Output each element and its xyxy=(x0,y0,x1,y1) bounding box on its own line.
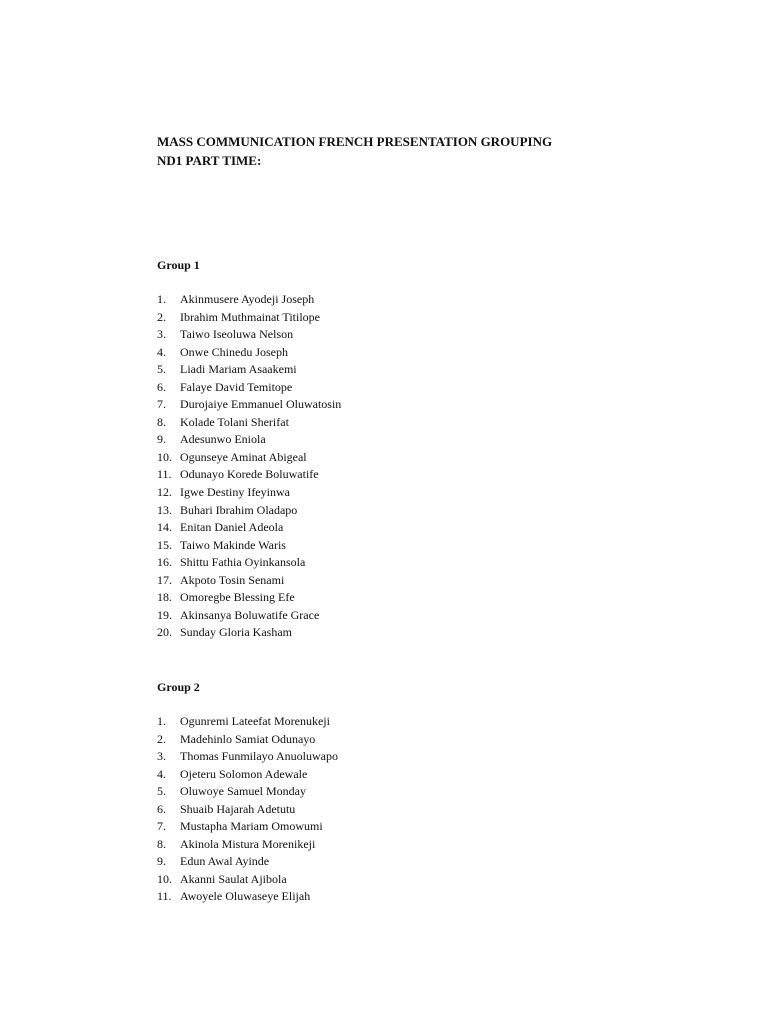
group-heading: Group 2 xyxy=(157,680,200,694)
member-name: Akinola Mistura Morenikeji xyxy=(180,836,316,851)
title-line-1: MASS COMMUNICATION FRENCH PRESENTATION GROUPING xyxy=(157,134,553,149)
member-name: Madehinlo Samiat Odunayo xyxy=(180,731,316,746)
item-number: 4. xyxy=(157,766,166,781)
item-number: 10. xyxy=(157,449,172,464)
item-number: 5. xyxy=(157,362,166,377)
member-name: Awoyele Oluwaseye Elijah xyxy=(180,889,311,904)
member-name: Oluwoye Samuel Monday xyxy=(180,784,306,799)
item-number: 6. xyxy=(157,801,166,816)
member-name: Akpoto Tosin Senami xyxy=(180,572,285,587)
group-2-section xyxy=(157,679,338,904)
group-heading: Group 1 xyxy=(157,258,200,272)
member-name: Taiwo Makinde Waris xyxy=(180,537,286,552)
item-number: 15. xyxy=(157,537,172,552)
member-name: Durojaiye Emmanuel Oluwatosin xyxy=(180,397,342,412)
group-1-section xyxy=(157,257,342,640)
member-name: Shuaib Hajarah Adetutu xyxy=(180,801,296,816)
item-number: 12. xyxy=(157,485,172,500)
item-number: 2. xyxy=(157,731,166,746)
item-number: 19. xyxy=(157,607,172,622)
item-number: 2. xyxy=(157,309,166,324)
item-number: 9. xyxy=(157,432,166,447)
member-name: Falaye David Temitope xyxy=(180,379,293,394)
member-name: Thomas Funmilayo Anuoluwapo xyxy=(180,749,338,764)
member-name: Taiwo Iseoluwa Nelson xyxy=(180,327,294,342)
item-number: 1. xyxy=(157,292,166,306)
member-name: Sunday Gloria Kasham xyxy=(180,625,292,640)
item-number: 7. xyxy=(157,397,166,412)
item-number: 8. xyxy=(157,414,166,429)
item-number: 8. xyxy=(157,836,166,851)
item-number: 3. xyxy=(157,327,166,342)
item-number: 3. xyxy=(157,749,166,764)
member-name: Buhari Ibrahim Oladapo xyxy=(180,502,298,517)
member-name: Adesunwo Eniola xyxy=(180,432,266,447)
item-number: 13. xyxy=(157,502,172,517)
member-name: Kolade Tolani Sherifat xyxy=(180,414,289,429)
item-number: 14. xyxy=(157,520,172,535)
item-number: 17. xyxy=(157,572,172,587)
member-name: Akinmusere Ayodeji Joseph xyxy=(180,292,315,306)
item-number: 10. xyxy=(157,871,172,886)
item-number: 11. xyxy=(157,467,172,482)
member-name: Ojeteru Solomon Adewale xyxy=(180,766,308,781)
item-number: 11. xyxy=(157,889,172,904)
document-title xyxy=(157,132,552,170)
member-name: Akanni Saulat Ajibola xyxy=(180,871,287,886)
title-line-2: ND1 PART TIME: xyxy=(157,153,262,168)
item-number: 5. xyxy=(157,784,166,799)
member-name: Mustapha Mariam Omowumi xyxy=(180,819,323,834)
member-name: Liadi Mariam Asaakemi xyxy=(180,362,297,377)
item-number: 16. xyxy=(157,555,172,570)
member-name: Omoregbe Blessing Efe xyxy=(180,590,295,605)
member-name: Odunayo Korede Boluwatife xyxy=(180,467,319,482)
member-name: Shittu Fathia Oyinkansola xyxy=(180,555,306,570)
member-name: Onwe Chinedu Joseph xyxy=(180,344,288,359)
member-name: Ibrahim Muthmainat Titilope xyxy=(180,309,320,324)
member-name: Ogunseye Aminat Abigeal xyxy=(180,449,307,464)
item-number: 1. xyxy=(157,714,166,728)
member-name: Enitan Daniel Adeola xyxy=(180,520,284,535)
item-number: 6. xyxy=(157,379,166,394)
item-number: 4. xyxy=(157,344,166,359)
member-name: Edun Awal Ayinde xyxy=(180,854,270,869)
member-name: Igwe Destiny Ifeyinwa xyxy=(180,485,290,500)
member-name: Akinsanya Boluwatife Grace xyxy=(180,607,320,622)
item-number: 9. xyxy=(157,854,166,869)
item-number: 18. xyxy=(157,590,172,605)
item-number: 7. xyxy=(157,819,166,834)
member-name: Ogunremi Lateefat Morenukeji xyxy=(180,714,330,728)
item-number: 20. xyxy=(157,625,172,640)
